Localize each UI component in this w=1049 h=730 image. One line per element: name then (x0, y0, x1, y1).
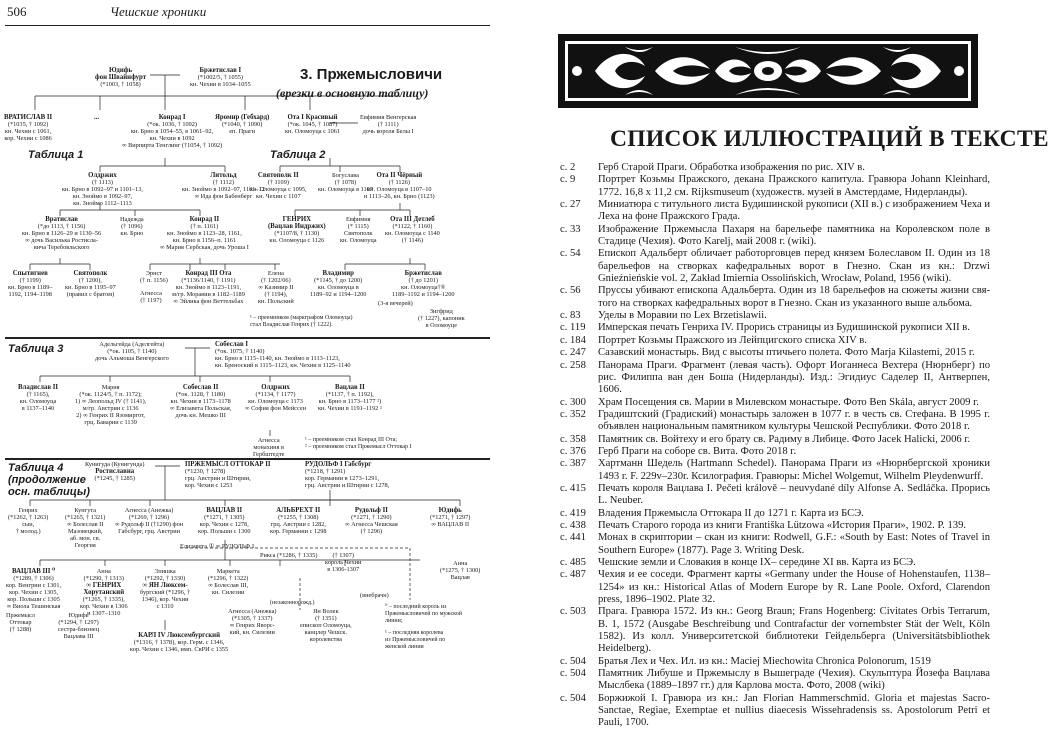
person-premysl-ott: Пржемысл Оттокар († 1288) (6, 612, 35, 633)
person-judita2: Юдифь (*1294, † 1297) сестра-близнец Вацлава III (58, 612, 100, 640)
person-anezka2: Агнесса (Анежка) (*1305, † 1337) ∞ Генрих Яворс- кий, кн. Силезии (228, 608, 277, 636)
note-5: (незаконнорожд.) (270, 600, 315, 606)
person-judith: Юдифь фон Швайнфурт (*1003, † 1058) (95, 67, 147, 88)
person-ryksa: Рикса (*1286, † 1335) (260, 552, 318, 559)
list-item (560, 446, 990, 458)
person-nepl: (внебрачн) (360, 592, 389, 599)
item-description: Монах в скриптории – скан из книги: Rodwell, G.F.: «South by East: Notes of Travel in Southern Europe» (1877). Page 3. Writing Desk. (598, 532, 990, 556)
item-page-ref: с. 119 (560, 322, 586, 334)
person-oldrich1: Олдржих († 1113) кн. Брно в 1092–97 и 1101–13, кн. Зноймо в 1092–97, кн. Зноймо 1112–1113 (62, 172, 143, 207)
note-1: ¹ – преемником (маркграфом Оломоуца) стал Владислав Генрих († 1222). (250, 315, 353, 328)
person-spytihnev: Спытигнев († 1199) кн. Брно в 1189– 1192, 1194–1198 (8, 270, 53, 298)
list-item (560, 508, 990, 520)
list-item (560, 322, 990, 334)
item-description: Градиштский (Градиский) монастырь заложен в 1077 г. в честь св. Стефана. В 1995 г. объявлен национальным памятником культуры Чешской Республики. Фото 2018 г. (598, 408, 990, 433)
person-eufemie2: Евфимия (* 1115) Святополк кн. Оломоуца (340, 216, 377, 244)
person-rudolf2: Рудольф II (*1271, † 1290) ∞ Агнесса Чешская († 1296) (345, 507, 398, 535)
item-description: Миниатюра с титульного листа Будишинской рукописи (XII в.) с изображением Чеха и Леха на фоне Пражского Града. (598, 199, 990, 223)
list-item (560, 434, 990, 446)
list-item (560, 409, 990, 434)
table-4-label: Таблица 4 (8, 462, 64, 474)
list-item (560, 224, 990, 249)
person-konrad1: Конрад I (*ок. 1036, † 1092) кн. Брно в 1054–55, в 1061–92, кн. Чехии в 1092 ∞ Вирпирта Тенглинг (†1054, † 1092) (122, 114, 223, 149)
item-description: Чехия и ее соседи. Фрагмент карты «Germany under the House of Hohenstaufen, 1138–1254» из кн.: Historical Atlas of Modern Europe by R. Lane Poole. Oxford, Clarendon press, 1896–1902. Plate 32. (598, 569, 990, 606)
item-description: Герб Старой Праги. Обработка изображения по рис. XIV в. (598, 162, 865, 173)
person-arnost: Эрнст († п. 1156) (140, 270, 168, 284)
list-item (560, 162, 990, 174)
item-description: Панорама Праги. Фрагмент (левая часть). Офорт Иоганнеса Вехтера (Нюрнберг) по рис. Филиппа ван ден Боша (Нидерланды). Изд.: Эгидиус Саделер II, Антверпен, 1606. (598, 359, 990, 396)
person-sobeslav2: Собеслав II (*ок. 1128, † 1180) кн. Чехии в 1173–1178 ∞ Елизавета Польская, дочь кн. Мешко III (170, 384, 232, 419)
item-description: Владения Пржемысла Оттокара II до 1271 г. Карта из БСЭ. (598, 507, 864, 519)
item-page-ref: с. 503 (560, 606, 586, 618)
person-rudolf-hab: († 1307) король Чехии в 1306-1307 (325, 552, 362, 573)
table-2-label: Таблица 2 (270, 149, 326, 161)
item-description: Прага. Гравюра 1572. Из кн.: Georg Braun; Frans Hogenberg: Civitates Orbis Terrarum, B. 1, 1572 (Ausgabe Beschreibung und Contrafactur der vornembster Stät der Welt, Köln 1582). Из колл. Университетской библиотеки Гейдельберга (Universitätsbibliothek Heidelberg). (598, 606, 990, 655)
list-item (560, 248, 990, 285)
list-item (560, 668, 990, 693)
table-4-label-2: (продолжение (8, 474, 86, 486)
person-vaclav3: ВАЦЛАВ III ⁰ (*1289, † 1306) кор. Венгрии с 1301, кор. Чехии с 1305, кор. Польши с 1305 ∞ Виола Тешинская (6, 568, 62, 610)
list-item (560, 360, 990, 397)
item-page-ref: с. 184 (560, 334, 586, 346)
person-agnes2: Агнесса монахиня в Гербштедте (253, 437, 285, 458)
item-description: Печать Старого города из книги Františka Lützowa «История Праги», 1902. P. 139. (598, 519, 967, 531)
item-page-ref: с. 352 (560, 408, 586, 420)
item-page-ref: с. 419 (560, 507, 586, 519)
item-description: Уделы в Моравии по Lex Brzetislawii. (598, 310, 767, 322)
item-page-ref: с. 27 (560, 199, 581, 211)
person-jindrich: ГЕНРИХ (Вацлав Индржих) (*1107/8, † 1130) кн. Оломоуца с 1126 (268, 216, 326, 244)
item-description: Портрет Козьмы Пражского, декана Пражского капитула. Гравюра Johann Kleinhard, 1772. 16,8 х 11,2 см. Rijksmuseum (художеств. музей в Амстердаме, Нидерланды). (598, 174, 990, 198)
person-marie: Мария (*ок. 1124/5, † п. 1172); 1) ∞ Леопольд IV († 1141), м/гр. Австрии с 1136 2) ∞ Генрих II Язомиргот, грц. Баварии с 1139 (75, 384, 147, 426)
illustrations-title: СПИСОК ИЛЛЮСТРАЦИЙ В ТЕКСТЕ (610, 126, 1049, 152)
item-description: Пруссы убивают епископа Адальберта. Один из 18 барельефов на сюжеты жизни свя-того на створках кафедральных ворот в Гнезно. Скан из указанного выше альбома. (598, 285, 990, 309)
person-kunhuta: Кунгута (*1265, † 1321) ∞ Болеслав II Мазовецкий, аб. мон. св. Георгия (65, 507, 106, 549)
person-konrad2: Конрад II († п. 1161) кн. Зноймо в 1123–28, 1161, кн. Брно в 1156–п. 1161 ∞ Мария Сербская, дочь Уроша I (160, 216, 249, 251)
list-item (560, 656, 990, 668)
person-jaromir: Яромир (Гебхард) (*1040, † 1090) еп. Праги (215, 114, 270, 135)
item-page-ref: с. 387 (560, 458, 586, 470)
table-4-label-3: осн. таблицы) (8, 486, 90, 498)
item-description: Боржижой I. Гравюра из кн.: Jan Florian Hammerschmid. Gloria et majestas Sacro-Sanctae, Regiae, Exemptae et nullius diaecesis Wissehradensis ss. Apostolorum Petri et Pauli, 1700. (598, 692, 990, 729)
person-judita: Юдифь (*1271, † 1297) ∞ ВАЦЛАВ II (430, 507, 471, 528)
item-page-ref: с. 487 (560, 569, 586, 581)
item-page-ref: с. 504 (560, 655, 586, 667)
list-item (560, 483, 990, 508)
list-item (560, 458, 990, 483)
item-page-ref: с. 9 (560, 174, 576, 186)
item-page-ref: с. 54 (560, 248, 581, 260)
person-eufemie: Евфимия Венгерская († 1111) дочь короля Белы I (360, 114, 417, 135)
item-description: Портрет Козьмы Пражского из Лейпцигского списка XIV в. (598, 334, 867, 346)
item-description: Имперская печать Генриха IV. Прорись страницы из Будишинской рукописи XII в. (598, 322, 970, 334)
item-description: Печать короля Вацлава I. Pečeti králově – neuvydané díly Alfonse A. Sedláčka. Прорись L. Neuber. (598, 482, 990, 507)
person-karel4: КАРЛ IV Люксембургский (*1316, † 1378), кор. Герм. с 1346, кор. Чехии с 1346, имп. СвРИ с 1355 (130, 632, 229, 653)
item-page-ref: с. 358 (560, 433, 586, 445)
person-konrad3: Конрад III Ота (*1136/1140, † 1191) кн. Зноймо в 1123–1191, м/гр. Моравии в 1182–1189 ∞ Эйлика фон Веттельбах (172, 270, 245, 305)
person-rudolf1: РУДОЛЬФ I Габсбург (*1218, † 1291) кор. Германии в 1273–1291, грц. Австрии и Штирии с 1278, (305, 461, 390, 489)
table-3-label: Таблица 3 (8, 343, 64, 355)
person-sobeslav1: Собеслав I (*ок. 1075, † 1140) кн. Брно в 1115–1140, кн. Зноймо в 1113–1123, кн. Бреноский в 1115–1123, кн. Чехии в 1125–1140 (215, 341, 351, 369)
list-item (560, 557, 990, 569)
list-item (560, 569, 990, 606)
person-anezka: Агнесса (Анежка) (*1269, † 1296) ∞ Рудольф II (†1290) фон Габсбург, грц. Австрии (115, 507, 184, 535)
item-description: Храм Посещения св. Марии в Милевском монастыре. Фото Ben Skála, август 2009 г. (598, 396, 979, 408)
list-item (560, 285, 990, 310)
section-title: 3. Пржемысловичи (300, 66, 443, 83)
item-page-ref: с. 56 (560, 285, 581, 297)
item-page-ref: с. 485 (560, 557, 586, 568)
list-item (560, 532, 990, 557)
item-description: Памятник св. Войтеху и его брату св. Радиму в Либице. Фото Jacek Halicki, 2006 г. (598, 433, 971, 445)
list-item (560, 693, 990, 730)
person-anne-b: Анна (*1275, † 1300) Вацлав (440, 560, 481, 581)
person-jan-volek: Ян Волек († 1351) епископ Оломоуца, канцлер Чешск. королевства (300, 608, 352, 643)
person-eliska-r: Елизавета ① ∞ РУДОЛЬФ I (180, 543, 255, 550)
person-anna: Анна (*1290, † 1313) ∞ ГЕНРИХ Хорутанский (*1265, † 1335), кор. Чехии в 1306 и 1307–1310 (80, 568, 128, 617)
item-page-ref: с. 376 (560, 445, 586, 457)
person-agnes1: Агнесса († 1197) (140, 290, 162, 304)
item-description: Герб Праги на соборе св. Вита. Фото 2018 г. (598, 445, 797, 457)
person-ota3: Ота III Детлеб (*1122, † 1160) кн. Оломоуца с 1140 († 1146) (385, 216, 440, 244)
item-page-ref: с. 438 (560, 519, 586, 531)
person-oldrich2: Олдржих (*1134, † 1177) кн. Оломоуца с 1173 ∞ София фон Мейссен (245, 384, 307, 412)
item-page-ref: с. 504 (560, 692, 586, 704)
person-jindrich-son: Генрих (*1262, † 1263) сын, † молод.) (8, 507, 49, 535)
item-description: Чешские земли и Словакия в конце IX– середине XI вв. Карта из БСЭ. (598, 557, 916, 568)
person-svatopluk: Святополк II († 1109) кн. Оломоуца с 1095, кн. Чехии с 1107 (250, 172, 307, 200)
list-item (560, 335, 990, 347)
person-nadezda: Надежда († 1096) кн. Брно (120, 216, 144, 237)
note-2: ¹ – преемником стал Конрад III Ота; ² – преемником стал Пржемысл Оттокар I (305, 437, 412, 450)
person-vaclav2: Вацлав II (*1137, † п. 1192), кн. Брно в 1173–1177 ²) кн. Чехии в 1191–1192 ² (318, 384, 382, 412)
person-litpold: Литольд († 1112) кн. Зноймо в 1092–97, 1101–12 ∞ Ида фон Бабенберг (182, 172, 265, 200)
item-page-ref: с. 441 (560, 532, 586, 544)
person-adelheid: Адельгейда (Аделгейта) (*ок. 1105, † 1140) дочь Альмоша Венгерского (95, 341, 169, 362)
person-svatopluk2: Святополк († 1200), кн. Брно в 1195–97 (правил с братом) (65, 270, 116, 298)
item-description: Епископ Адальберт обличает работорговцев перед князем Болеславом II. Один из 18 барельефов на створках кафедральных ворот в Гнезно. Скан из кн.: Drzwi Gnieźnieńskie vol. 2, Zakład Imierniа Ossolińskich, Wrocław, Poland, 1956 (wiki). (598, 248, 990, 285)
list-item (560, 397, 990, 409)
list-item (560, 520, 990, 532)
person-bretislav1: Бржетислав I (*1002/5, † 1055) кн. Чехии в 1034–1055 (190, 67, 251, 88)
item-description: Изображение Пржемысла Пахаря на барельефе памятника на Королевском поле в Стадице (Чехия). Фото Karelj, май 2008 г. (wiki). (598, 223, 990, 248)
left-page (0, 0, 500, 707)
ornament-banner (558, 34, 978, 108)
person-zdislav: (3-я вечерей) (378, 300, 413, 307)
person-eliska: Элишка (*1292, † 1330) ∞ ЯН Люксем- бургский (*1296, † 1346), кор. Чехии с 1310 (140, 568, 191, 610)
page-number: 506 (7, 4, 27, 19)
person-ota2: Ота II Чёрный († 1126) кн. Оломоуца в 1107–10 и 1113–26, кн. Брно (1123) (364, 172, 435, 200)
item-page-ref: с. 247 (560, 347, 586, 359)
illustrations-list (560, 162, 990, 730)
item-page-ref: с. 504 (560, 668, 586, 680)
person-bohuslava: Богуслава († 1078) кн. Оломоуца в 1107 (318, 172, 373, 193)
note-4: ¹ – последняя королева из Пржемысловичей по женской линии (385, 630, 446, 650)
item-description: Сазавский монастырь. Вид с высоты птичьего полета. Фото Marja Kilastemi, 2015 г. (598, 347, 975, 359)
item-description: Хартманн Шедель (Hartmann Schedel). Панорама Праги из «Нюрнбергской хроники 1493 г. F. 229v–230r. Ксилография. Гравюры: Michel Wolgemut, Wilhelm Pleydenwurff. (598, 458, 990, 482)
person-vratislav2: ВРАТИСЛАВ II (*1035, † 1092) кн. Чехии с 1061, кор. Чехии с 1086 (4, 114, 53, 142)
person-vladislav2: Владислав II († 1165), кн. Оломоуца в 1137–1140 (18, 384, 58, 412)
section-subtitle: (врезки в основную таблицу) (276, 86, 429, 100)
item-description: Памятник Либуше и Пржемыслу в Вышеграде (Чехия). Скульптура Йозефа Вацлава Мыслбека (1889–1897 гг.) для Карлова моста. Фото, 2008 (wiki) (598, 668, 990, 692)
list-item (560, 174, 990, 199)
item-page-ref: с. 258 (560, 359, 586, 371)
list-item (560, 606, 990, 655)
item-description: Братья Лех и Чех. Ил. из кн.: Maciej Miechowita Chronica Polonorum, 1519 (598, 655, 931, 667)
note-3: ⁰ – последний король из Пржемысловичей по мужской линии; (385, 604, 462, 624)
person-albrecht: АЛЬБРЕХТ II (*1255, † 1308) грц. Австрии с 1282, кор. Германии с 1298 (270, 507, 327, 535)
person-ota1: Ота I Красивый (*ок. 1045, † 1087) кн. Оломоуца с 1061 (285, 114, 341, 135)
person-kunigunda: Кунигуда (Кунигунда) Ростиславна (*1245, † 1285) (85, 461, 145, 482)
person-vaclav2-king: ВАЦЛАВ II (*1271, † 1305) кор. Чехии с 1278, кор. Польши с 1300 (198, 507, 251, 535)
item-page-ref: с. 300 (560, 396, 586, 408)
person-dots: ... (94, 114, 100, 121)
item-page-ref: с. 33 (560, 223, 581, 235)
person-zigfrid: Зигфрид († 1227), капоник в Оломоуце (418, 308, 465, 329)
person-vratislav-b: Вратислав (*до 1113, † 1156) кн. Брно в 1126–29 и 1130–56 ∞ дочь Василька Ростисла- вича Теребовльского (22, 216, 102, 251)
person-vladimir: Владимир (*1145, † до 1200) кн. Оломоуца в 1189–92 и 1194–1200 (310, 270, 367, 298)
right-page (500, 0, 1049, 729)
ornament-icon (565, 41, 971, 101)
person-marketa: Маркета (*1296, † 1322) ∞ Болеслав III, кн. Силезии (208, 568, 249, 596)
running-title: Чешские хроники (110, 4, 207, 19)
person-helena: Елена († 1202/06) ∞ Казимир II († 1194), кн. Польский (258, 270, 294, 305)
item-page-ref: с. 2 (560, 162, 576, 173)
list-item (560, 347, 990, 359)
item-page-ref: с. 415 (560, 482, 586, 494)
list-item (560, 310, 990, 322)
list-item (560, 199, 990, 224)
table-1-label: Таблица 1 (28, 149, 84, 161)
person-premysl-ota2: ПРЖЕМЫСЛ ОТТОКАР II (*1230, † 1278) грц. Австрии и Штирии, кор. Чехии с 1253 (185, 461, 271, 489)
item-page-ref: с. 83 (560, 310, 581, 322)
person-bretislav2: Бржетислав († до 1201) кн. Оломоуца†® 1189–1192 и 1194–1200 (392, 270, 455, 298)
